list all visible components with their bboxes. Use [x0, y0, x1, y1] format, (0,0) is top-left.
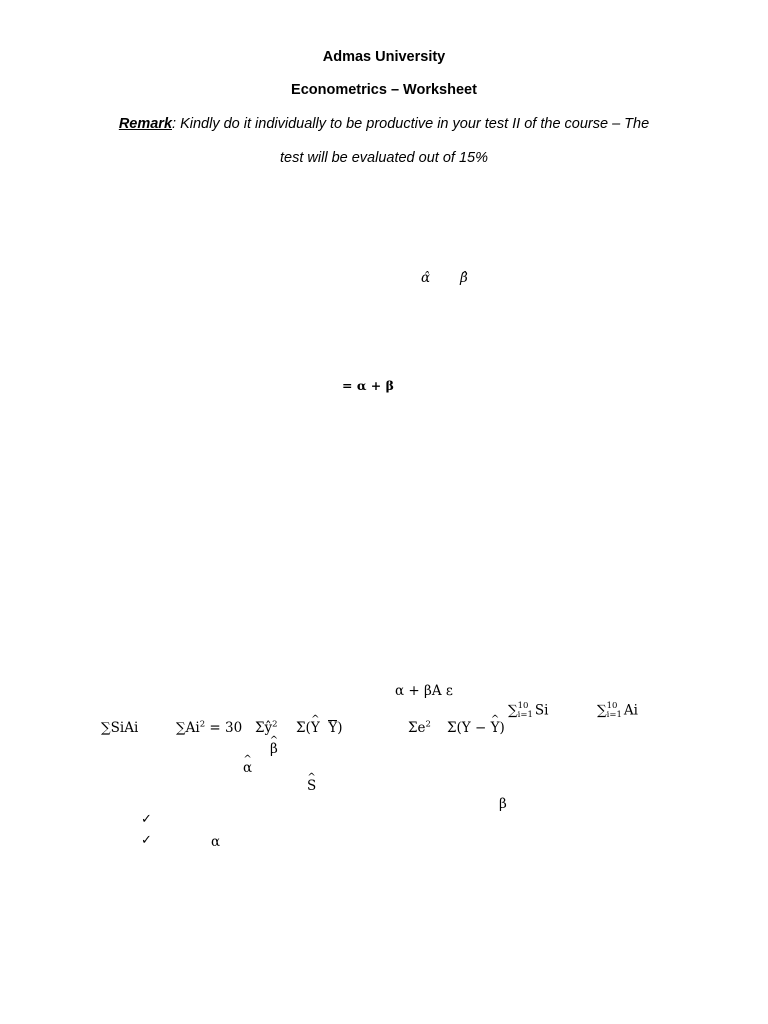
remark-line-2: test will be evaluated out of 15%	[280, 150, 488, 166]
sum-ai2-exp: 2	[199, 719, 206, 730]
sum-yhat-squared	[255, 719, 278, 736]
sum-ai-upper: 10	[606, 701, 618, 711]
beta-symbol: β	[499, 796, 507, 812]
sum-si-symbol: ∑	[508, 702, 518, 719]
sum-e2-exp: 2	[425, 719, 431, 730]
beta-hat-symbol: β̂	[460, 270, 468, 286]
alpha-symbol: α	[211, 834, 221, 850]
sum-ai-limits	[607, 702, 622, 720]
beta-hat-2: ^ β	[270, 743, 278, 757]
worksheet-title: Econometrics – Worksheet	[291, 82, 477, 98]
sum-ai-var: Ai	[623, 702, 638, 719]
y-hat: ^ Y	[311, 722, 320, 736]
sum-siai: ∑SiAi	[101, 720, 139, 736]
sum-y-minus-yhat	[447, 722, 505, 736]
sum-si-lower: i=1	[517, 710, 533, 720]
sum-y-minus-close: )	[499, 720, 505, 736]
y-hat-2: ^ Y	[491, 722, 500, 736]
sum-ai-lower: i=1	[606, 710, 622, 720]
sum-yhat2-exp: 2	[272, 719, 278, 730]
check-icon: ✓	[141, 833, 152, 848]
sum-ai-symbol: ∑	[597, 702, 607, 719]
university-name: Admas University	[322, 49, 446, 65]
remark-label: Remark	[118, 116, 173, 132]
check-icon: ✓	[141, 812, 152, 827]
sum-y-minus-text: Σ(Y −	[447, 720, 491, 736]
s-hat: ^ S	[307, 780, 316, 794]
sum-si-upper: 10	[517, 701, 529, 711]
sum-ai-squared	[176, 719, 243, 736]
sum-si-var: Si	[534, 702, 549, 719]
sum-si-limits	[518, 702, 533, 720]
sum-yhat-ybar-close: )	[337, 720, 343, 736]
sum-yhat2-pre: Σŷ	[255, 720, 273, 736]
sum-si	[508, 702, 548, 720]
sum-ai	[597, 702, 638, 720]
sum-ai2-pre: ∑Ai	[176, 720, 200, 736]
sum-yhat-ybar-open: Σ(	[296, 720, 311, 736]
model-equation-2: α + βA ε	[395, 683, 453, 699]
model-equation: = α + β	[342, 378, 394, 393]
sum-ai2-post: = 30	[205, 720, 243, 736]
remark-text-1: : Kindly do it individually to be productive in your test II of the course – The	[172, 116, 650, 132]
alpha-hat-symbol: α̂	[421, 270, 431, 286]
sum-e2-pre: Σe	[408, 720, 426, 736]
alpha-hat-2: ^ α	[243, 762, 252, 776]
y-bar: Y	[328, 720, 338, 736]
sum-e-squared	[408, 719, 431, 736]
remark-line-1	[0, 116, 768, 132]
sum-yhat-ybar	[296, 722, 343, 736]
